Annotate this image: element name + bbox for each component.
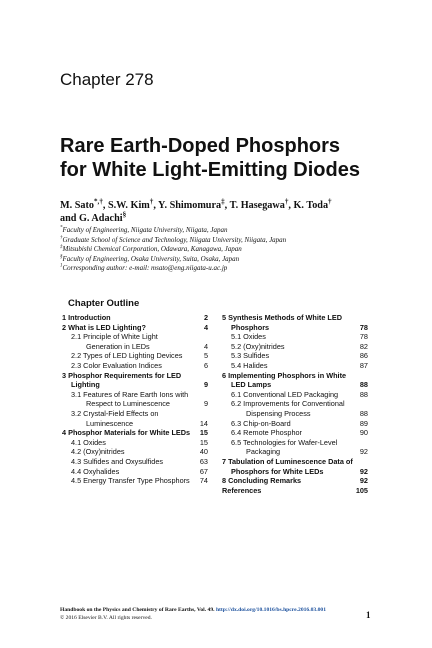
outline-entry-title: 2 What is LED Lighting? (62, 322, 146, 332)
outline-entry-page: 5 (203, 351, 208, 361)
chapter-label: Chapter 278 (60, 70, 154, 89)
author-mark: ‡ (221, 197, 225, 206)
outline-entry[interactable] (222, 486, 368, 496)
affiliation (60, 236, 390, 246)
outline-entry-page: 2 (203, 313, 208, 322)
outline-entry-title: 4.5 Energy Transfer Type Phosphors (71, 476, 190, 486)
outline-column-right (222, 313, 368, 495)
outline-entry-page: 4 (203, 322, 208, 332)
author-name: and G. Adachi (60, 212, 123, 224)
affiliation-list (60, 226, 390, 274)
outline-entry-title: 3.1 Features of Rare Earth Ions with Respect to Luminescence (71, 389, 189, 409)
outline-entry-title: 5.1 Oxides (231, 332, 266, 342)
chapter-title (60, 134, 400, 182)
outline-entry-page: 88 (359, 408, 368, 418)
outline-entry-page: 82 (359, 341, 368, 351)
outline-entry-page: 88 (359, 389, 368, 399)
outline-entry-page: 92 (359, 476, 368, 486)
outline-entry[interactable] (62, 351, 208, 361)
outline-entry[interactable] (62, 467, 208, 477)
affiliation-text: Mitsubishi Chemical Corporation, Odawara, Kanagawa, Japan (62, 245, 242, 254)
outline-entry[interactable] (222, 332, 368, 342)
outline-entry[interactable] (222, 457, 368, 476)
outline-entry-page: 14 (199, 418, 208, 428)
outline-entry[interactable] (62, 332, 208, 351)
outline-entry[interactable] (222, 371, 368, 390)
outline-entry-title: 5.4 Halides (231, 360, 268, 370)
outline-entry[interactable] (222, 390, 368, 400)
outline-entry-page: 90 (359, 428, 368, 438)
outline-entry[interactable] (222, 361, 368, 371)
outline-entry-title: 4.2 (Oxy)nitrides (71, 447, 125, 457)
outline-entry-page: 105 (355, 485, 368, 495)
outline-entry-title: 5.3 Sulfides (231, 351, 270, 361)
outline-entry-title: 2.2 Types of LED Lighting Devices (71, 351, 183, 361)
outline-entry[interactable] (62, 447, 208, 457)
affiliation-mark: § (60, 254, 63, 260)
outline-entry[interactable] (222, 438, 368, 457)
outline-entry-page: 9 (203, 380, 208, 390)
page-footer (60, 607, 360, 622)
doi-link[interactable]: http://dx.doi.org/10.1016/bs.hpcre.2016.03.001 (215, 607, 327, 613)
outline-entry-title: 5.2 (Oxy)nitrides (231, 341, 285, 351)
outline-entry-title: 1 Introduction (62, 313, 111, 322)
outline-entry[interactable] (222, 313, 368, 332)
outline-entry[interactable] (62, 438, 208, 448)
outline-entry-title: 6.5 Technologies for Wafer-Level Packaging (231, 437, 338, 457)
author-mark: † (149, 197, 154, 206)
outline-entry[interactable] (62, 371, 208, 390)
outline-entry[interactable] (62, 457, 208, 467)
author-name: , Y. Shimomura (153, 200, 222, 211)
outline-entry-page: 40 (199, 447, 208, 457)
chapter-outline-heading: Chapter Outline (68, 298, 140, 309)
chapter-outline (62, 313, 370, 503)
author-mark: † (284, 197, 289, 206)
outline-entry-page: 78 (359, 332, 368, 342)
outline-entry-title: 4 Phosphor Materials for White LEDs (62, 428, 191, 438)
outline-entry-title: 6.3 Chip-on-Board (231, 418, 291, 428)
outline-entry-title: 3 Phosphor Requirements for LED Lighting (62, 370, 182, 390)
outline-entry[interactable] (222, 399, 368, 418)
outline-entry-title: 7 Tabulation of Luminescence Data of Phosphors for White LEDs (222, 456, 353, 476)
outline-entry-title: 2.3 Color Evaluation Indices (71, 360, 162, 370)
outline-entry-title: 6.2 Improvements for Conventional Dispensing Process (231, 399, 345, 418)
outline-entry-title: 4.4 Oxyhalides (71, 466, 120, 476)
author-name: , S.W. Kim (102, 200, 150, 211)
title-line-1: Rare Earth-Doped Phosphors (60, 135, 341, 157)
outline-entry-page: 87 (359, 360, 368, 370)
outline-entry-title: References (222, 485, 262, 495)
outline-entry-page: 63 (199, 456, 208, 466)
affiliation-text: Faculty of Engineering, Osaka University, Suita, Osaka, Japan (62, 254, 240, 263)
outline-entry-page: 67 (199, 466, 208, 476)
outline-entry[interactable] (62, 390, 208, 409)
outline-entry[interactable] (222, 342, 368, 352)
outline-entry-title: 5 Synthesis Methods of White LED Phosphors (222, 313, 343, 332)
affiliation-mark: * (60, 225, 63, 231)
outline-entry-page: 6 (203, 360, 208, 370)
outline-entry-page: 88 (359, 380, 368, 390)
author-mark: *,† (93, 197, 103, 206)
outline-entry-page: 9 (203, 399, 208, 409)
outline-column-left (62, 313, 208, 486)
outline-entry-title: 4.3 Sulfides and Oxysulfides (71, 456, 164, 466)
affiliation (60, 226, 390, 236)
outline-entry[interactable] (222, 351, 368, 361)
affiliation-text: Graduate School of Science and Technology, Niigata University, Niigata, Japan (62, 235, 287, 244)
outline-entry-page: 92 (359, 466, 368, 476)
affiliation (60, 264, 390, 274)
author-name: , T. Hasegawa (224, 200, 285, 211)
affiliation-mark: ‡ (60, 244, 63, 250)
outline-entry-title: 6.4 Remote Phosphor (231, 428, 302, 438)
outline-entry-title: 3.2 Crystal-Field Effects on Luminescence (71, 408, 159, 428)
outline-entry[interactable] (222, 476, 368, 486)
title-line-2: for White Light-Emitting Diodes (60, 159, 360, 181)
author-name: , K. Toda (288, 200, 329, 211)
affiliation (60, 255, 390, 265)
outline-entry-page: 89 (359, 418, 368, 428)
outline-entry[interactable] (62, 361, 208, 371)
outline-entry-title: 6 Implementing Phosphors in White LED Lamps (222, 370, 347, 390)
outline-entry-page: 92 (359, 447, 368, 457)
outline-entry-title: 8 Concluding Remarks (222, 476, 302, 486)
affiliation-mark: † (60, 235, 63, 241)
outline-entry-page: 4 (203, 341, 208, 351)
affiliation-text: Corresponding author: e-mail: msato@eng.niigata-u.ac.jp (62, 264, 228, 273)
affiliation-text: Faculty of Engineering, Niigata University, Niigata, Japan (62, 226, 228, 234)
outline-entry[interactable] (62, 428, 208, 438)
page-number: 1 (366, 610, 371, 620)
affiliation-mark: 1 (60, 264, 63, 270)
outline-entry-page: 15 (199, 428, 208, 438)
author-name: M. Sato (60, 200, 94, 211)
outline-entry[interactable] (62, 323, 208, 333)
outline-entry[interactable] (222, 419, 368, 429)
outline-entry-page: 86 (359, 351, 368, 361)
journal-citation: Handbook on the Physics and Chemistry of Rare Earths, Vol. 49. (60, 607, 215, 613)
outline-entry-title: 4.1 Oxides (71, 437, 106, 447)
author-list (60, 197, 390, 225)
author-mark: † (328, 197, 332, 206)
outline-entry[interactable] (62, 476, 208, 486)
outline-entry-page: 78 (359, 322, 368, 332)
outline-entry-title: 6.1 Conventional LED Packaging (231, 389, 339, 399)
outline-entry-page: 15 (199, 437, 208, 447)
outline-entry-page: 74 (199, 476, 208, 486)
outline-entry[interactable] (222, 428, 368, 438)
copyright-notice: © 2016 Elsevier B.V. All rights reserved. (60, 614, 152, 621)
affiliation (60, 245, 390, 255)
author-mark: § (122, 210, 127, 219)
outline-entry-title: 2.1 Principle of White Light Generation in LEDs (71, 332, 158, 351)
outline-entry[interactable] (62, 409, 208, 428)
outline-entry[interactable] (62, 313, 208, 323)
